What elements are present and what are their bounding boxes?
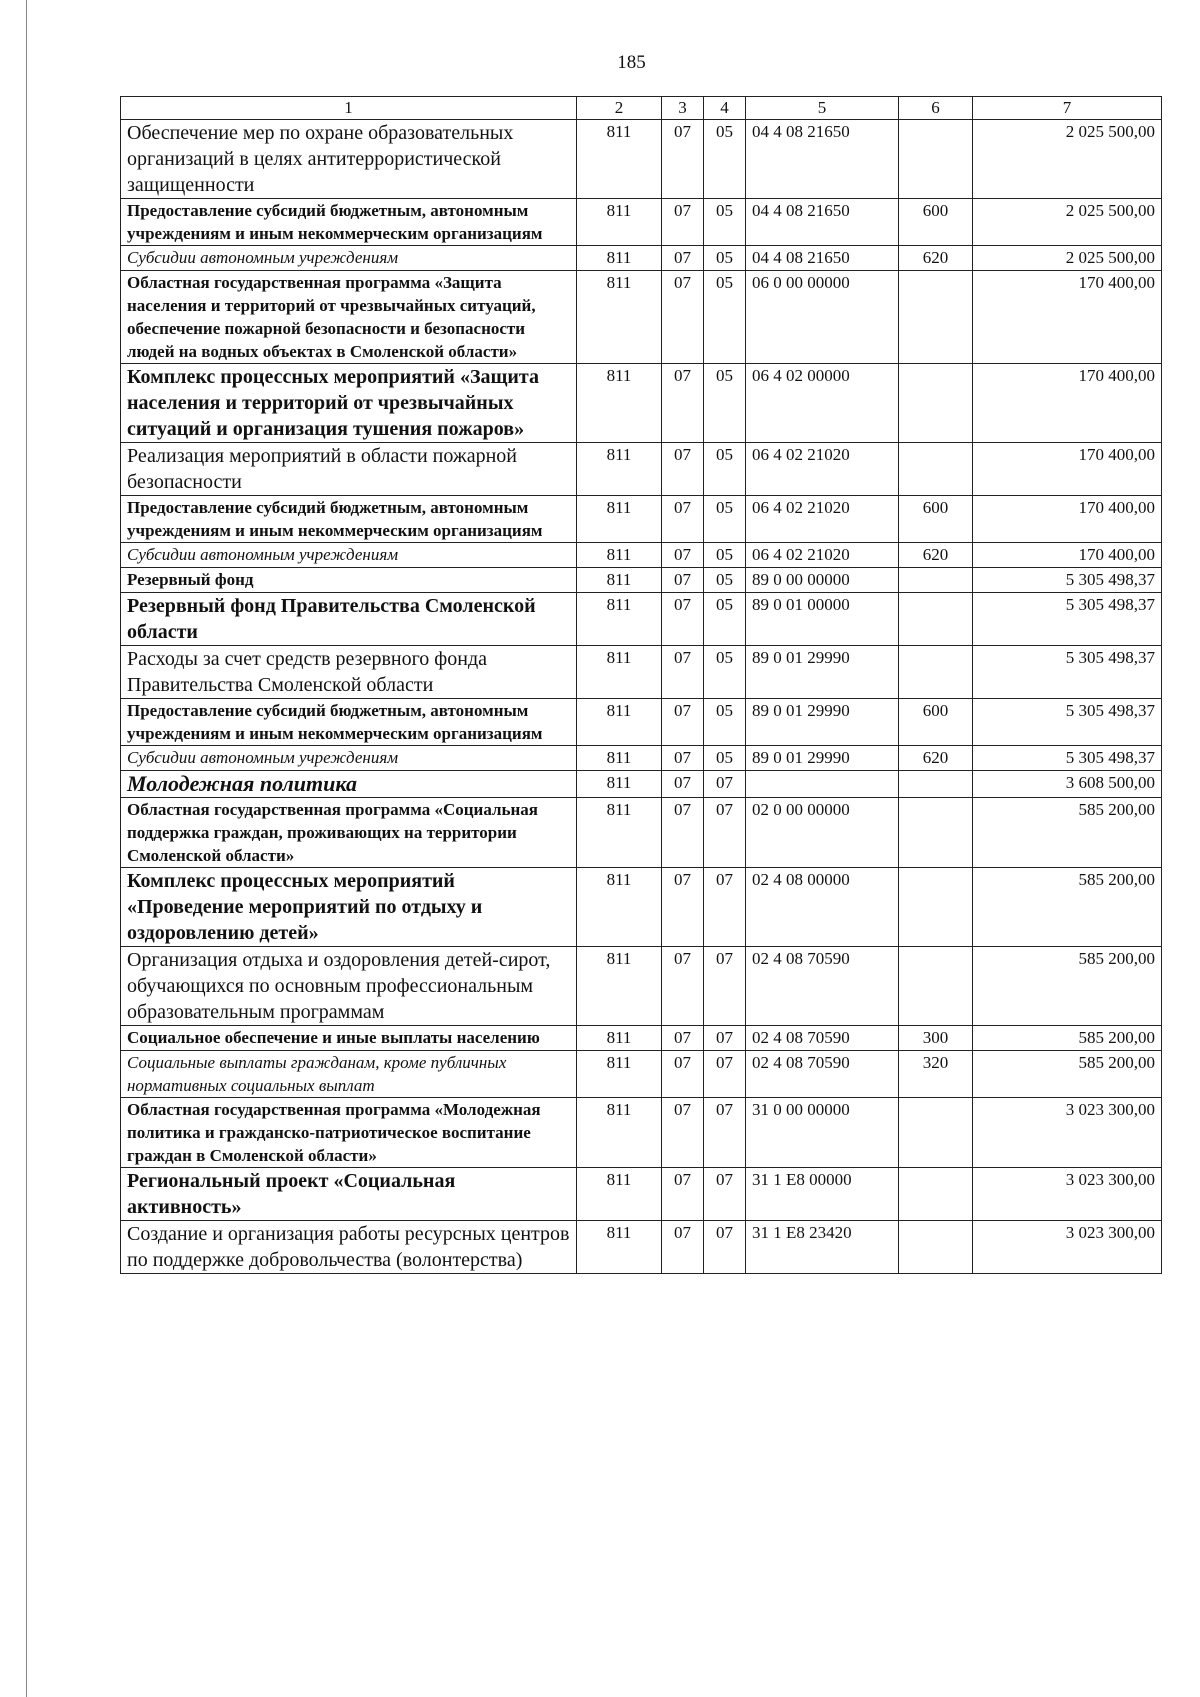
table-row	[121, 1098, 1162, 1168]
expense-type-cell	[899, 364, 973, 443]
expense-type-cell	[899, 271, 973, 364]
ministry-code-cell: 811	[577, 593, 662, 646]
expense-type-cell: 300	[899, 1026, 973, 1051]
column-header: 7	[973, 97, 1162, 120]
table-row	[121, 1168, 1162, 1221]
ministry-code-cell: 811	[577, 1026, 662, 1051]
table-row	[121, 271, 1162, 364]
ministry-code-cell: 811	[577, 947, 662, 1026]
column-header: 1	[121, 97, 577, 120]
subsection-code-cell: 07	[704, 947, 746, 1026]
target-article-cell: 31 1 Е8 23420	[746, 1221, 899, 1274]
item-name-cell: Социальное обеспечение и иные выплаты населению	[121, 1026, 577, 1051]
section-code-cell: 07	[662, 593, 704, 646]
expense-type-cell	[899, 120, 973, 199]
table-row	[121, 443, 1162, 496]
ministry-code-cell: 811	[577, 868, 662, 947]
target-article-cell: 04 4 08 21650	[746, 199, 899, 246]
section-code-cell: 07	[662, 246, 704, 271]
table-row	[121, 947, 1162, 1026]
table-row	[121, 120, 1162, 199]
expense-type-cell	[899, 646, 973, 699]
item-name-cell: Областная государственная программа «Молодежная политика и гражданско-патриотическое воспитание граждан в Смоленской области»	[121, 1098, 577, 1168]
target-article-cell: 89 0 01 29990	[746, 699, 899, 746]
item-name-cell: Предоставление субсидий бюджетным, автономным учреждениям и иным некоммерческим организациям	[121, 199, 577, 246]
item-name-cell: Субсидии автономным учреждениям	[121, 543, 577, 568]
expense-type-cell: 620	[899, 543, 973, 568]
table-row	[121, 771, 1162, 798]
target-article-cell: 89 0 01 29990	[746, 746, 899, 771]
target-article-cell: 02 0 00 00000	[746, 798, 899, 868]
amount-cell: 585 200,00	[973, 798, 1162, 868]
expense-type-cell: 620	[899, 746, 973, 771]
section-code-cell: 07	[662, 199, 704, 246]
target-article-cell	[746, 771, 899, 798]
amount-cell: 2 025 500,00	[973, 199, 1162, 246]
subsection-code-cell: 07	[704, 1221, 746, 1274]
column-header: 2	[577, 97, 662, 120]
target-article-cell: 04 4 08 21650	[746, 246, 899, 271]
amount-cell: 5 305 498,37	[973, 699, 1162, 746]
ministry-code-cell: 811	[577, 1168, 662, 1221]
item-name-cell: Предоставление субсидий бюджетным, автономным учреждениям и иным некоммерческим организациям	[121, 496, 577, 543]
amount-cell: 5 305 498,37	[973, 746, 1162, 771]
item-name-cell: Молодежная политика	[121, 771, 577, 798]
table-row	[121, 746, 1162, 771]
section-code-cell: 07	[662, 699, 704, 746]
target-article-cell: 02 4 08 70590	[746, 1051, 899, 1098]
table-body	[121, 120, 1162, 1274]
ministry-code-cell: 811	[577, 568, 662, 593]
expense-type-cell	[899, 947, 973, 1026]
table-row	[121, 868, 1162, 947]
item-name-cell: Обеспечение мер по охране образовательных организаций в целях антитеррористической защищенности	[121, 120, 577, 199]
expense-type-cell	[899, 1221, 973, 1274]
section-code-cell: 07	[662, 1221, 704, 1274]
amount-cell: 585 200,00	[973, 868, 1162, 947]
column-header: 6	[899, 97, 973, 120]
subsection-code-cell: 05	[704, 699, 746, 746]
target-article-cell: 02 4 08 70590	[746, 947, 899, 1026]
section-code-cell: 07	[662, 1026, 704, 1051]
section-code-cell: 07	[662, 947, 704, 1026]
expense-type-cell: 600	[899, 199, 973, 246]
subsection-code-cell: 05	[704, 271, 746, 364]
amount-cell: 3 023 300,00	[973, 1168, 1162, 1221]
item-name-cell: Предоставление субсидий бюджетным, автономным учреждениям и иным некоммерческим организациям	[121, 699, 577, 746]
table-row	[121, 199, 1162, 246]
target-article-cell: 89 0 00 00000	[746, 568, 899, 593]
ministry-code-cell: 811	[577, 246, 662, 271]
table-row	[121, 568, 1162, 593]
section-code-cell: 07	[662, 771, 704, 798]
table-row	[121, 1221, 1162, 1274]
item-name-cell: Субсидии автономным учреждениям	[121, 246, 577, 271]
item-name-cell: Региональный проект «Социальная активность»	[121, 1168, 577, 1221]
subsection-code-cell: 05	[704, 593, 746, 646]
subsection-code-cell: 07	[704, 771, 746, 798]
item-name-cell: Субсидии автономным учреждениям	[121, 746, 577, 771]
amount-cell: 5 305 498,37	[973, 593, 1162, 646]
target-article-cell: 06 4 02 21020	[746, 496, 899, 543]
amount-cell: 170 400,00	[973, 543, 1162, 568]
column-header: 5	[746, 97, 899, 120]
table-row	[121, 699, 1162, 746]
amount-cell: 2 025 500,00	[973, 246, 1162, 271]
item-name-cell: Создание и организация работы ресурсных центров по поддержке добровольчества (волонтерства)	[121, 1221, 577, 1274]
table-row	[121, 798, 1162, 868]
item-name-cell: Организация отдыха и оздоровления детей-сирот, обучающихся по основным профессиональным образовательным программам	[121, 947, 577, 1026]
column-number-row	[121, 97, 1162, 120]
expense-type-cell: 600	[899, 496, 973, 543]
item-name-cell: Комплекс процессных мероприятий «Защита населения и территорий от чрезвычайных ситуаций и организация тушения пожаров»	[121, 364, 577, 443]
section-code-cell: 07	[662, 496, 704, 543]
subsection-code-cell: 07	[704, 1098, 746, 1168]
item-name-cell: Резервный фонд Правительства Смоленской области	[121, 593, 577, 646]
target-article-cell: 02 4 08 00000	[746, 868, 899, 947]
table-row	[121, 593, 1162, 646]
table-row	[121, 496, 1162, 543]
amount-cell: 585 200,00	[973, 1026, 1162, 1051]
table-row	[121, 1051, 1162, 1098]
subsection-code-cell: 05	[704, 646, 746, 699]
subsection-code-cell: 05	[704, 568, 746, 593]
amount-cell: 585 200,00	[973, 947, 1162, 1026]
expense-type-cell	[899, 1168, 973, 1221]
subsection-code-cell: 05	[704, 246, 746, 271]
ministry-code-cell: 811	[577, 543, 662, 568]
target-article-cell: 06 4 02 00000	[746, 364, 899, 443]
ministry-code-cell: 811	[577, 364, 662, 443]
ministry-code-cell: 811	[577, 120, 662, 199]
subsection-code-cell: 07	[704, 1168, 746, 1221]
subsection-code-cell: 07	[704, 868, 746, 947]
subsection-code-cell: 05	[704, 120, 746, 199]
subsection-code-cell: 07	[704, 798, 746, 868]
page-number: 185	[617, 52, 646, 73]
amount-cell: 170 400,00	[973, 496, 1162, 543]
subsection-code-cell: 05	[704, 543, 746, 568]
target-article-cell: 04 4 08 21650	[746, 120, 899, 199]
ministry-code-cell: 811	[577, 771, 662, 798]
item-name-cell: Комплекс процессных мероприятий «Проведение мероприятий по отдыху и оздоровлению детей»	[121, 868, 577, 947]
section-code-cell: 07	[662, 1051, 704, 1098]
item-name-cell: Резервный фонд	[121, 568, 577, 593]
ministry-code-cell: 811	[577, 1221, 662, 1274]
item-name-cell: Реализация мероприятий в области пожарной безопасности	[121, 443, 577, 496]
item-name-cell: Областная государственная программа «Защита населения и территорий от чрезвычайных ситуаций, обеспечение пожарной безопасности и безопасности людей на водных объектах в Смоленской области»	[121, 271, 577, 364]
target-article-cell: 89 0 01 29990	[746, 646, 899, 699]
item-name-cell: Социальные выплаты гражданам, кроме публичных нормативных социальных выплат	[121, 1051, 577, 1098]
ministry-code-cell: 811	[577, 699, 662, 746]
scan-edge-line	[26, 0, 27, 1697]
ministry-code-cell: 811	[577, 1051, 662, 1098]
column-header: 3	[662, 97, 704, 120]
ministry-code-cell: 811	[577, 646, 662, 699]
section-code-cell: 07	[662, 120, 704, 199]
amount-cell: 170 400,00	[973, 364, 1162, 443]
section-code-cell: 07	[662, 746, 704, 771]
target-article-cell: 06 0 00 00000	[746, 271, 899, 364]
ministry-code-cell: 811	[577, 1098, 662, 1168]
expense-type-cell	[899, 798, 973, 868]
table-row	[121, 543, 1162, 568]
amount-cell: 585 200,00	[973, 1051, 1162, 1098]
target-article-cell: 31 1 Е8 00000	[746, 1168, 899, 1221]
target-article-cell: 06 4 02 21020	[746, 443, 899, 496]
ministry-code-cell: 811	[577, 798, 662, 868]
item-name-cell: Расходы за счет средств резервного фонда Правительства Смоленской области	[121, 646, 577, 699]
table-row	[121, 646, 1162, 699]
amount-cell: 170 400,00	[973, 271, 1162, 364]
target-article-cell: 31 0 00 00000	[746, 1098, 899, 1168]
ministry-code-cell: 811	[577, 496, 662, 543]
section-code-cell: 07	[662, 364, 704, 443]
expense-type-cell	[899, 868, 973, 947]
ministry-code-cell: 811	[577, 199, 662, 246]
subsection-code-cell: 07	[704, 1051, 746, 1098]
expense-type-cell: 320	[899, 1051, 973, 1098]
expense-type-cell: 620	[899, 246, 973, 271]
section-code-cell: 07	[662, 568, 704, 593]
amount-cell: 2 025 500,00	[973, 120, 1162, 199]
target-article-cell: 06 4 02 21020	[746, 543, 899, 568]
expense-type-cell: 600	[899, 699, 973, 746]
section-code-cell: 07	[662, 271, 704, 364]
item-name-cell: Областная государственная программа «Социальная поддержка граждан, проживающих на территории Смоленской области»	[121, 798, 577, 868]
amount-cell: 170 400,00	[973, 443, 1162, 496]
subsection-code-cell: 05	[704, 364, 746, 443]
ministry-code-cell: 811	[577, 746, 662, 771]
subsection-code-cell: 05	[704, 199, 746, 246]
amount-cell: 5 305 498,37	[973, 646, 1162, 699]
expense-type-cell	[899, 443, 973, 496]
budget-table	[120, 96, 1162, 1274]
section-code-cell: 07	[662, 868, 704, 947]
table-row	[121, 364, 1162, 443]
expense-type-cell	[899, 593, 973, 646]
expense-type-cell	[899, 1098, 973, 1168]
expense-type-cell	[899, 568, 973, 593]
section-code-cell: 07	[662, 798, 704, 868]
subsection-code-cell: 07	[704, 1026, 746, 1051]
target-article-cell: 02 4 08 70590	[746, 1026, 899, 1051]
section-code-cell: 07	[662, 443, 704, 496]
table-row	[121, 1026, 1162, 1051]
subsection-code-cell: 05	[704, 496, 746, 543]
expense-type-cell	[899, 771, 973, 798]
section-code-cell: 07	[662, 543, 704, 568]
amount-cell: 3 023 300,00	[973, 1221, 1162, 1274]
table-row	[121, 246, 1162, 271]
ministry-code-cell: 811	[577, 271, 662, 364]
subsection-code-cell: 05	[704, 443, 746, 496]
ministry-code-cell: 811	[577, 443, 662, 496]
subsection-code-cell: 05	[704, 746, 746, 771]
amount-cell: 5 305 498,37	[973, 568, 1162, 593]
column-header: 4	[704, 97, 746, 120]
section-code-cell: 07	[662, 1168, 704, 1221]
section-code-cell: 07	[662, 1098, 704, 1168]
section-code-cell: 07	[662, 646, 704, 699]
amount-cell: 3 023 300,00	[973, 1098, 1162, 1168]
amount-cell: 3 608 500,00	[973, 771, 1162, 798]
target-article-cell: 89 0 01 00000	[746, 593, 899, 646]
